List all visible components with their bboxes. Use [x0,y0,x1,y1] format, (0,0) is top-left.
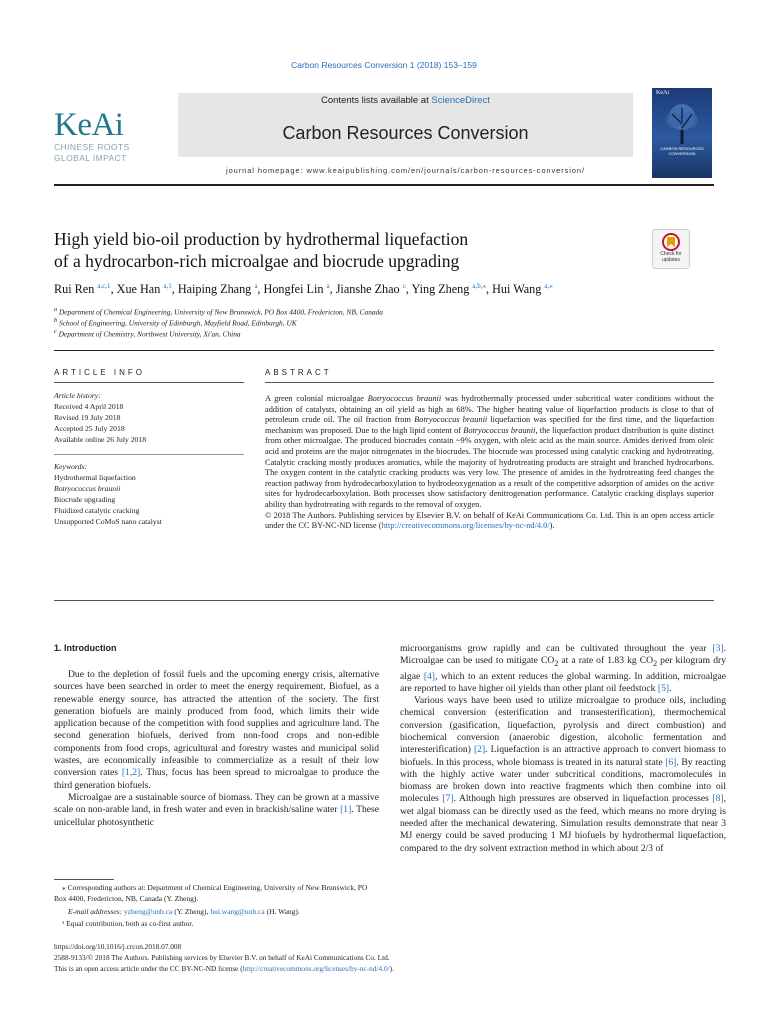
history-label: Article history: [54,391,101,400]
paragraph: Microalgae are a sustainable source of biomass. They can be grown at a massive scale on non-arable land, in fresh water and even in brackish/saline water [1]. These unicellular photosynthetic [54,791,380,828]
email-link[interactable]: yzheng@unb.ca [123,907,173,916]
author[interactable]: Jianshe Zhao $^c$ [335,282,406,297]
tree-icon [662,102,702,144]
keyword: Unsupported CoMoS nano catalyst [54,517,162,526]
keywords-rule [54,454,244,455]
abstract-heading: ABSTRACT [265,368,332,377]
citation-link[interactable]: [5] [657,682,670,694]
sciencedirect-link[interactable]: ScienceDirect [431,95,490,106]
cover-logo: KeAi [656,90,669,96]
affiliation: $^b$ School of Engineering, University of Edinburgh, Mayfield Road, Edinburgh, UK [54,318,297,328]
author[interactable]: Rui Ren $^{a,c,1}$ [54,282,111,297]
author[interactable]: Ying Zheng $^{a,b,⁎}$ [411,282,487,297]
history-item: Accepted 25 July 2018 [54,424,125,433]
logo-tagline: CHINESE ROOTS GLOBAL IMPACT [54,142,130,163]
abstract-rule [265,382,714,383]
bookmark-icon [662,233,680,251]
citation-link[interactable]: [6] [665,756,677,768]
corresponding-author-note: ⁎ Corresponding authors at: Department of Chemical Engineering, University of New Brunswick, PO Box 4400, Fredericton, NB, Canada (Y. Zheng). [54,883,368,903]
author[interactable]: Hongfei Lin $^a$ [263,282,330,297]
affiliation: $^a$ Department of Chemical Engineering, University of New Brunswick, PO Box 4400, Fredericton, NB, Canada [54,307,383,317]
citation-link[interactable]: [7] [442,793,454,805]
keyword: Biocrude upgrading [54,495,116,504]
equal-contribution-note: ¹ Equal contribution, both as co-first author. [62,919,194,928]
citation-link[interactable]: [4] [423,670,435,682]
section-rule [54,350,714,351]
header-rule [54,184,714,186]
abstract-text: A green colonial microalgae Botryococcus braunii was hydrothermally processed under subcritical water conditions without the addition of catalysts, obtaining an oil yield as high as 68%. The higher heating value of liquefaction products is close to that of petroleum crude oil. The oil fraction from Botryococcus braunii liquefaction was specified for the first time, and the liquefaction mechanism was proposed. Due to the high lipid content of Botryococcus braunii, the liquefaction product distribution is quite distinct from other microalgae. The produced biocrudes contain ~9% oxygen, with oleic acid as the main source. Amides derived from oleic acid and proteins are the major nitrogenates in the biocrudes. The biocrude was processed using catalytic cracking and hydrotreating. Catalytic cracking mostly produces aromatics, while the majority of hydrotreating products are straight and branched hydrocarbons. The oxygen content in the catalytic cracking products was very low. The presence of amides in the hydrotreating feed changes the reaction pathway from hydrodecarboxylation to hydrodeoxygenation as a result of the competitive adsorption of amides on the active sites for hydrodecarboxylation. Both processes show satisfactory denitrogenation performance. Catalytic cracking displays superior ability than hydrotreating with regards to the removal of oxygen. © 2018 The Authors. Publishing services by Elsevier B.V. on behalf of KeAi Communications Co. Ltd. This is an open access article under the CC BY-NC-ND license (http://creativecommons.org/licenses/by-nc-nd/4.0/). [265,394,714,531]
author[interactable]: Haiping Zhang $^a$ [177,282,258,297]
article-info-rule [54,382,244,383]
paragraph: Due to the depletion of fossil fuels and the upcoming energy crisis, alternative sources have been searched in order to meet the energy requirement. Biofuel, as a renewable energy source, has attracted the attention of the society. The first generation biofuels are mainly produced from food, which limits their wide application because of the competition with food supplies and agriculture land. The second generation biofuels, derived from non-food crops and non-edible components from food crops, agricultural and forestry wastes and municipal solid wastes, are economically infeasible to commercialize as a result of their low conversion rates [1,2]. Thus, focus has been spread to microalgae to produce the third generation biofuels. [54,669,379,791]
footer-license-link[interactable]: http://creativecommons.org/licenses/by-nc-nd/4.0/ [242,964,390,973]
affiliation: $^c$ Department of Chemistry, Northwest University, Xi'an, China [54,329,241,339]
keyword: Hydrothermal liquefaction [54,473,136,482]
journal-cover-image[interactable] [652,88,712,178]
logo-text: KeAi [54,107,124,143]
citation-link[interactable]: [3] [712,643,724,654]
author-list: Rui Ren $^{a,c,1}$, Xue Han $^{a,1}$, Haiping Zhang $^a$, Hongfei Lin $^a$, Jianshe Zhao $^c$, Ying Zheng $^{a,b,⁎}$, Hui Wang $^{a,⁎}$ [54,282,553,297]
citation-link[interactable]: [1,2] [121,767,141,779]
keyword: Fluidized catalytic cracking [54,506,140,515]
abstract-end-rule [54,600,714,601]
journal-title: Carbon Resources Conversion [282,123,529,143]
history-item: Revised 19 July 2018 [54,413,121,422]
journal-homepage[interactable]: journal homepage: www.keaipublishing.com/en/journals/carbon-resources-conversion/ [226,166,585,175]
body-column-right [400,643,726,855]
email-link[interactable]: hui.wang@unb.ca [210,907,265,916]
paragraph: microorganisms grow rapidly and can be cultivated throughout the year [3]. Microalgae can be used to mitigate $CO_2$ at a rate of 1.83 kg $CO_2$ per kilogram dry algae [4], which to an extent reduces the global warming. In addition, microalgae are reported to have higher oil yields than other plant oil feedstock [5]. [400,643,726,694]
citation-link[interactable]: [1] [340,804,352,816]
author[interactable]: Hui Wang $^{a,⁎}$ [492,282,553,297]
email-note: E-mail addresses: yzheng@unb.ca (Y. Zheng), hui.wang@unb.ca (H. Wang). [68,907,300,916]
article-title: High yield bio-oil production by hydrothermal liquefaction of a hydrocarbon-rich microalgae and biocrude upgrading [54,229,469,271]
journal-citation[interactable]: Carbon Resources Conversion 1 (2018) 153–159 [291,60,477,70]
footnote-rule [54,879,114,880]
check-updates-label: Check for updates [660,251,682,263]
license-link[interactable]: http://creativecommons.org/licenses/by-nc-nd/4.0/ [381,521,550,531]
contents-available: Contents lists available at ScienceDirect [321,95,490,106]
keyword: Botryococcus braunii [54,484,121,493]
keywords-label: Keywords: [54,462,88,471]
citation-link[interactable]: [2] [473,744,486,756]
keai-logo[interactable] [54,108,144,163]
article-info-heading: ARTICLE INFO [54,368,145,377]
footer-copyright: 2588-9133/© 2018 The Authors. Publishing services by Elsevier B.V. on behalf of KeAi Communications Co. Ltd. [54,953,390,962]
history-item: Available online 26 July 2018 [54,435,147,444]
paragraph: Various ways have been used to utilize microalgae to produce oils, including chemical conversion (esterification and transesterification), thermochemical conversion (gasification, liquefaction, pyrolysis and direct combustion) and biochemical conversion (anaerobic digestion, alcoholic fermentation and interesterification) [2]. Liquefaction is an attractive approach to convert biomass to biofuels. In this process, whole biomass is treated in its natural state [6]. By reacting with the highly active water under subcritical conditions, macromolecules in biomass are broken down into reactive fragments which then combine into oil molecules [7]. Although high pressures are observed in liquefaction processes [8], wet algal biomass can be directly used as the feed, which means no more drying is needed after the mechanical dewatering. Simulation results demonstrate that near 3 MJ energy could be saved producing 1 MJ biofuels by hydrothermal liquefaction, compared to the dry solvent extraction method in which about 2/3 of [400,695,727,854]
footer-license: This is an open access article under the CC BY-NC-ND license (http://creativecommons.org/licenses/by-nc-nd/4.0/). [54,964,394,973]
author[interactable]: Xue Han $^{a,1}$ [116,282,172,297]
check-for-updates-button[interactable] [652,229,690,269]
section-heading: 1. Introduction [54,643,117,653]
copyright-notice: © 2018 The Authors. Publishing services by Elsevier B.V. on behalf of KeAi Communications Co. Ltd. This is an open access article under the CC BY-NC-ND license (http://creativecommons.org/licenses/by-nc-nd/4.0/). [265,510,714,531]
citation-link[interactable]: [8] [712,793,724,805]
doi-link[interactable]: https://doi.org/10.1016/j.crcon.2018.07.008 [54,942,182,951]
body-column-left [54,669,379,829]
cover-title: CARBON RESOURCES CONVERSION [660,146,704,156]
history-item: Received 4 April 2018 [54,402,124,411]
